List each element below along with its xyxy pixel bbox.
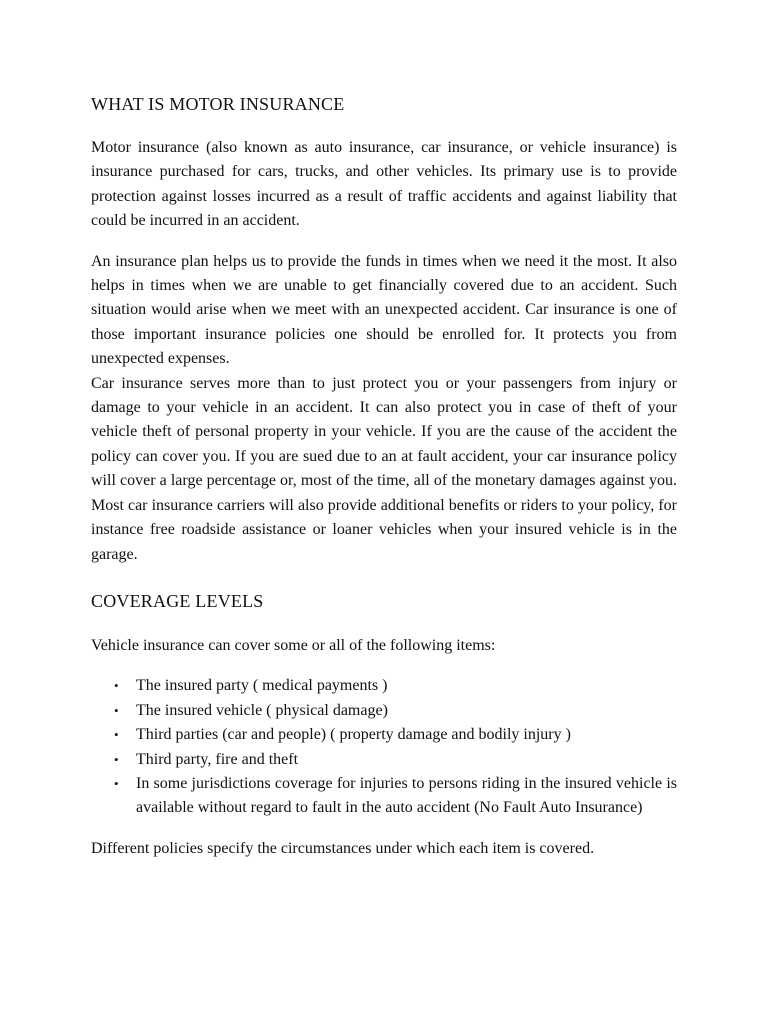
bullet-icon: • xyxy=(114,702,119,718)
paragraph-car-insurance-benefits: Car insurance serves more than to just protect you or your passengers from injury or damage to your vehicle in an accident. It can also protect you in case of theft of your vehicle theft of personal property in your vehicle. If you are the cause of the accident the policy can cover you. If you are sued due to an at fault accident, your car insurance policy will cover a large percentage or, most of the time, all of the monetary damages against you. Most car insurance carriers will also provide additional benefits or riders to your policy, for instance free roadside assistance or loaner vehicles when your insured vehicle is in the garage. xyxy=(91,374,677,563)
list-item: • Third parties (car and people) ( property damage and bodily injury ) xyxy=(136,723,677,747)
heading-what-is-motor-insurance: WHAT IS MOTOR INSURANCE xyxy=(91,94,345,114)
bullet-icon: • xyxy=(114,775,119,791)
bullet-icon: • xyxy=(114,678,119,694)
heading-coverage-levels: COVERAGE LEVELS xyxy=(91,590,264,611)
list-item: • In some jurisdictions coverage for injuries to persons riding in the insured vehicle is available without regard to fault in the auto accident (No Fault Auto Insurance) xyxy=(136,772,677,821)
list-item: • The insured party ( medical payments ) xyxy=(136,674,677,698)
paragraph-policies-note: Different policies specify the circumstances under which each item is covered. xyxy=(91,839,595,857)
bullet-icon: • xyxy=(114,751,119,767)
list-item: • The insured vehicle ( physical damage) xyxy=(136,699,677,723)
coverage-list xyxy=(91,674,677,820)
paragraph-insurance-plan: An insurance plan helps us to provide the funds in times when we need it the most. It also helps in times when we are unable to get financially covered due to an accident. Such situation would arise when we meet with an unexpected accident. Car insurance is one of those important insurance policies one should be enrolled for. It protects you from unexpected expenses. xyxy=(91,252,677,368)
paragraph-coverage-intro: Vehicle insurance can cover some or all of the following items: xyxy=(91,636,496,654)
document-page xyxy=(91,92,677,861)
paragraph-definition: Motor insurance (also known as auto insurance, car insurance, or vehicle insurance) is insurance purchased for cars, trucks, and other vehicles. Its primary use is to provide protection against losses incurred as a result of traffic accidents and against liability that could be incurred in an accident. xyxy=(91,139,677,230)
list-item: • Third party, fire and theft xyxy=(136,748,677,772)
bullet-icon: • xyxy=(114,727,119,743)
